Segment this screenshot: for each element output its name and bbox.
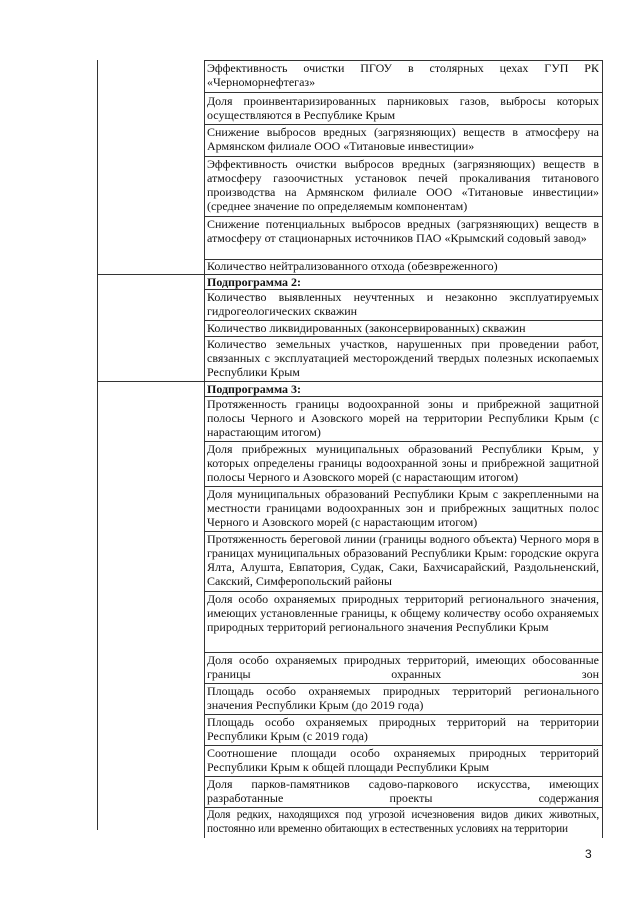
- left-column-border: [97, 60, 98, 830]
- page-number: 3: [585, 847, 592, 861]
- middle-column-border: [204, 60, 205, 838]
- table-cell-indicator: Доля редких, находящихся под угрозой исчезновения видов диких животных, постоянно или временно обитающих в естественных условиях на территории: [207, 809, 599, 835]
- table-cell-indicator: Доля парков-памятников садово-паркового искусства, имеющих разработанные проекты содержания: [207, 777, 599, 805]
- table-cell-indicator: Эффективность очистки ПГОУ в столярных цехах ГУП РК «Черноморнефтегаз»: [207, 61, 599, 89]
- table-cell-indicator: Доля особо охраняемых природных территорий регионального значения, имеющих установленные границы, к общему количеству особо охраняемых природных территорий регионального значения Республики Крым: [207, 592, 599, 634]
- subprogram-heading: Подпрограмма 3:: [207, 382, 302, 396]
- table-cell-indicator: Протяженность береговой линии (границы водного объекта) Черного моря в границах муниципальных образований Республики Крым: городские округа Ялта, Алушта, Евпатория, Судак, Саки, Бахчисарайский, Раздольненский, Сакский, Симферопольский районы: [207, 532, 599, 588]
- row-divider: [204, 92, 602, 93]
- table-cell-indicator: Доля муниципальных образований Республики Крым с закрепленными на местности границами водоохранных зон и прибрежных защитных полос Черного и Азовского морей (с нарастающим итогом): [207, 487, 599, 529]
- table-cell-indicator: Доля прибрежных муниципальных образований Республики Крым, у которых определены границы водоохранной зоны и прибрежной защитной полосы Черного и Азовского морей (с нарастающим итогом): [207, 442, 599, 484]
- table-cell-indicator: Количество ликвидированных (законсервированных) скважин: [207, 321, 526, 335]
- table-cell-indicator: Снижение выбросов вредных (загрязняющих) веществ в атмосферу на Армянском филиале ООО «Титановые инвестиции»: [207, 125, 599, 153]
- table-cell-indicator: Доля проинвентаризированных парниковых газов, выбросы которых осуществляются в Республике Крым: [207, 94, 599, 122]
- table-cell-indicator: Протяженность границы водоохранной зоны и прибрежной защитной полосы Черного и Азовского морей на территории Республики Крым (с нарастающим итогом): [207, 397, 599, 439]
- table-cell-indicator: Площадь особо охраняемых природных территорий на территории Республики Крым (с 2019 года): [207, 715, 599, 743]
- table-cell-indicator: Количество земельных участков, нарушенных при проведении работ, связанных с эксплуатацией месторождений твердых полезных ископаемых Республики Крым: [207, 337, 599, 379]
- table-cell-indicator: Соотношение площади особо охраняемых природных территорий Республики Крым к общей площади Республики Крым: [207, 746, 599, 774]
- table-cell-indicator: Количество нейтрализованного отхода (обезвреженного): [207, 259, 498, 273]
- table-cell-indicator: Эффективность очистки выбросов вредных (загрязняющих) веществ в атмосферу газоочистных установок печей прокаливания титанового производства на Армянском филиале ООО «Титановые инвестиции» (среднее значение по определяемым компонентам): [207, 157, 599, 213]
- table-cell-indicator: Количество выявленных неучтенных и незаконно эксплуатируемых гидрогеологических скважин: [207, 290, 599, 318]
- table-cell-indicator: Доля особо охраняемых природных территорий, имеющих обосованные границы охранных зон: [207, 653, 599, 681]
- right-column-border: [602, 60, 603, 838]
- table-cell-indicator: Снижение потенциальных выбросов вредных (загрязняющих) веществ в атмосферу от стационарных источников ПАО «Крымский содовый завод»: [207, 217, 599, 245]
- subprogram-heading: Подпрограмма 2:: [207, 275, 302, 289]
- table-cell-indicator: Площадь особо охраняемых природных территорий регионального значения Республики Крым (до 2019 года): [207, 684, 599, 712]
